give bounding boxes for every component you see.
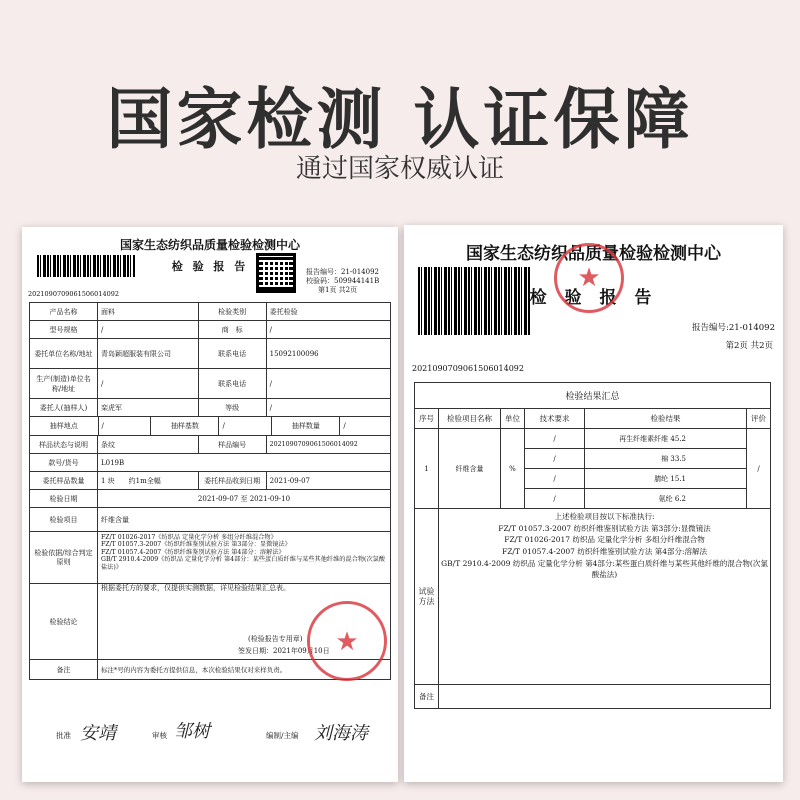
method-line: FZ/T 01026-2017 纺织品 定量化学分析 多组分纤维混合物 (504, 535, 705, 545)
cell: / (219, 417, 272, 435)
cell: 检验类别 (198, 303, 266, 321)
cell: 样品状态与说明 (30, 436, 98, 454)
cell: 委托样品收到日期 (198, 472, 266, 490)
cell: 纤维含量 (98, 508, 391, 532)
page-number: 第2页 共2页 (725, 341, 773, 351)
cell: 1 (415, 429, 439, 509)
cell: / (98, 369, 199, 399)
cell: 青岛颖超服装有限公司 (98, 339, 199, 369)
signature-editor: 刘海涛 (314, 723, 368, 744)
cell: 检验日期 (30, 490, 98, 508)
cell: 产品名称 (30, 303, 98, 321)
sign-label-approve: 批准 (56, 731, 71, 740)
cell: 样品编号 (198, 436, 266, 454)
signature-approver: 安靖 (80, 723, 116, 744)
cell: 联系电话 (198, 369, 266, 399)
cell: / (525, 429, 585, 449)
cell: 再生纤维素纤维 45.2 (585, 429, 747, 449)
table-row (30, 490, 391, 508)
cell: 1 块 约1m全幅 (98, 472, 199, 490)
cell: 纤维含量 (439, 429, 501, 509)
cell: % (501, 429, 525, 509)
table-row (30, 532, 391, 584)
cell: 氨纶 6.2 (585, 489, 747, 509)
official-seal-stamp: ★ (307, 601, 387, 681)
cell: / (266, 399, 390, 417)
cell: 备注 (30, 660, 98, 680)
cell: 备注 (415, 685, 439, 709)
cell: / (266, 321, 390, 339)
summary-title: 检验结果汇总 (415, 383, 771, 409)
cell: 检验项目 (30, 508, 98, 532)
table-row (30, 454, 391, 472)
serial-number: 20210907090615060140​92 (28, 290, 119, 298)
cell: 等级 (198, 399, 266, 417)
col-header: 技术要求 (525, 409, 585, 429)
cell: 15092100096 (266, 339, 390, 369)
cell: 商 标 (198, 321, 266, 339)
check-code: 校验码：509944141B (306, 277, 380, 285)
cell: 面料 (98, 303, 199, 321)
signature-reviewer: 邹树 (174, 721, 210, 742)
cell: 生产(制造)单位名称/地址 (30, 369, 98, 399)
report-number: 报告编号:21-014092 (692, 323, 775, 333)
methods-cell (439, 509, 771, 685)
cell (30, 417, 391, 436)
cell: / (525, 489, 585, 509)
col-header: 检验项目名称 (439, 409, 501, 429)
results-table (414, 382, 771, 709)
table-header-row (415, 409, 771, 429)
basis-line: GB/T 2910.4-2009《纺织品 定量化学分析 第4部分：某些蛋白质纤维与某些其他纤维的混合物(次氯酸盐法)》 (101, 556, 386, 571)
cell: 腈纶 15.1 (585, 469, 747, 489)
col-header: 序号 (415, 409, 439, 429)
conclusion-text: 根据委托方的要求，仅提供实测数据，详见检验结果汇总表。 (101, 584, 290, 592)
cell: 抽样基数 (151, 417, 219, 435)
report-title: 检 验 报 告 (171, 260, 249, 273)
basis-cell (98, 532, 391, 584)
table-row (415, 509, 771, 685)
table-row (30, 303, 391, 321)
report-number: 报告编号：21-014092 (306, 268, 379, 276)
cell: / (98, 321, 199, 339)
table-row (30, 472, 391, 490)
sign-label-review: 审核 (152, 731, 167, 740)
headline: 国家检测 认证保障 (106, 81, 694, 158)
basis-line: FZ/T 01057.4-2007《纺织纤维鉴别试验方法 第4部分：溶解法》 (101, 548, 285, 556)
col-header: 单位 (501, 409, 525, 429)
table-row (415, 685, 771, 709)
table-row (415, 383, 771, 409)
page-number: 第1页 共2页 (318, 286, 358, 294)
cell: 抽样地点 (30, 417, 98, 435)
col-header: 检验结果 (585, 409, 747, 429)
method-line: 上述检验项目按以下标准执行: (554, 512, 655, 521)
cell: L019B (98, 454, 391, 472)
cell: 委托单位名称/地址 (30, 339, 98, 369)
cell: 试验方法 (415, 509, 439, 685)
issue-date: 签发日期：2021年09月10日 (238, 647, 330, 656)
basis-line: FZ/T 01057.3-2007《纺织纤维鉴别试验方法 第3部分：显微镜法》 (101, 541, 291, 549)
table-row (30, 399, 391, 417)
cell: 委托检验 (266, 303, 390, 321)
cell: / (343, 422, 346, 430)
table-row (30, 508, 391, 532)
cell: 条纹 (98, 436, 199, 454)
table-row (30, 417, 391, 436)
cell: 栾虎军 (98, 399, 199, 417)
basis-line: FZ/T 01026-2017《纺织品 定量化学分析 多组分纤维混合物》 (101, 534, 277, 541)
cell: 标注*号的内容为委托方提供信息，本次检验结果仅对来样负责。 (98, 660, 391, 680)
report-org-title: 国家生态纺织品质量检验检测中心 (466, 244, 721, 264)
report-page-1 (22, 227, 398, 782)
cell: / (98, 417, 151, 435)
serial-number: 20210907090615060140​92 (412, 364, 524, 373)
cell: 2021-09-07 至 2021-09-10 (98, 490, 391, 508)
cell: 抽样数量 (272, 417, 340, 435)
report-page-2 (404, 225, 783, 782)
cell: 检验依据/综合判定原则 (30, 532, 98, 584)
method-line: GB/T 2910.4-2009 纺织品 定量化学分析 第4部分:某些蛋白质纤维与某些其他纤维的混合物(次氯酸盐法) (441, 558, 768, 580)
cell: 款号/货号 (30, 454, 98, 472)
method-line: FZ/T 01057.4-2007 纺织纤维鉴别试验方法 第4部分:溶解法 (501, 546, 708, 556)
cell: 2021-09-07 (266, 472, 390, 490)
table-row (415, 429, 771, 449)
subheadline: 通过国家权威认证 (295, 154, 504, 184)
official-seal-stamp: ★ (554, 243, 624, 313)
stamp-note: (检验报告专用章) (248, 635, 303, 644)
table-row (30, 369, 391, 399)
cell: 联系电话 (198, 339, 266, 369)
table-row (30, 339, 391, 369)
cell (439, 685, 771, 709)
cell: 委托人(抽样人) (30, 399, 98, 417)
sign-label-editor: 编制/主编 (266, 731, 299, 740)
cell: 委托样品数量 (30, 472, 98, 490)
cell: / (525, 469, 585, 489)
table-row (30, 417, 390, 435)
cell: / (266, 369, 390, 399)
report-title: 检 验 报 告 (529, 288, 658, 308)
cell: / (525, 449, 585, 469)
sampling-subtable (30, 417, 390, 435)
cell: / (747, 429, 771, 509)
cell: 检验结论 (30, 584, 98, 660)
table-row (30, 321, 391, 339)
qr-code-image (256, 253, 296, 293)
method-line: FZ/T 01057.3-2007 纺织纤维鉴别试验方法 第3部分:显微镜法 (498, 523, 711, 533)
cell: 型号规格 (30, 321, 98, 339)
cell: 棉 33.5 (585, 449, 747, 469)
col-header: 评价 (747, 409, 771, 429)
report-org-title: 国家生态纺织品质量检验检测中心 (119, 238, 300, 252)
table-row (30, 436, 391, 454)
cell: 20210907090615060140​92 (266, 436, 390, 454)
